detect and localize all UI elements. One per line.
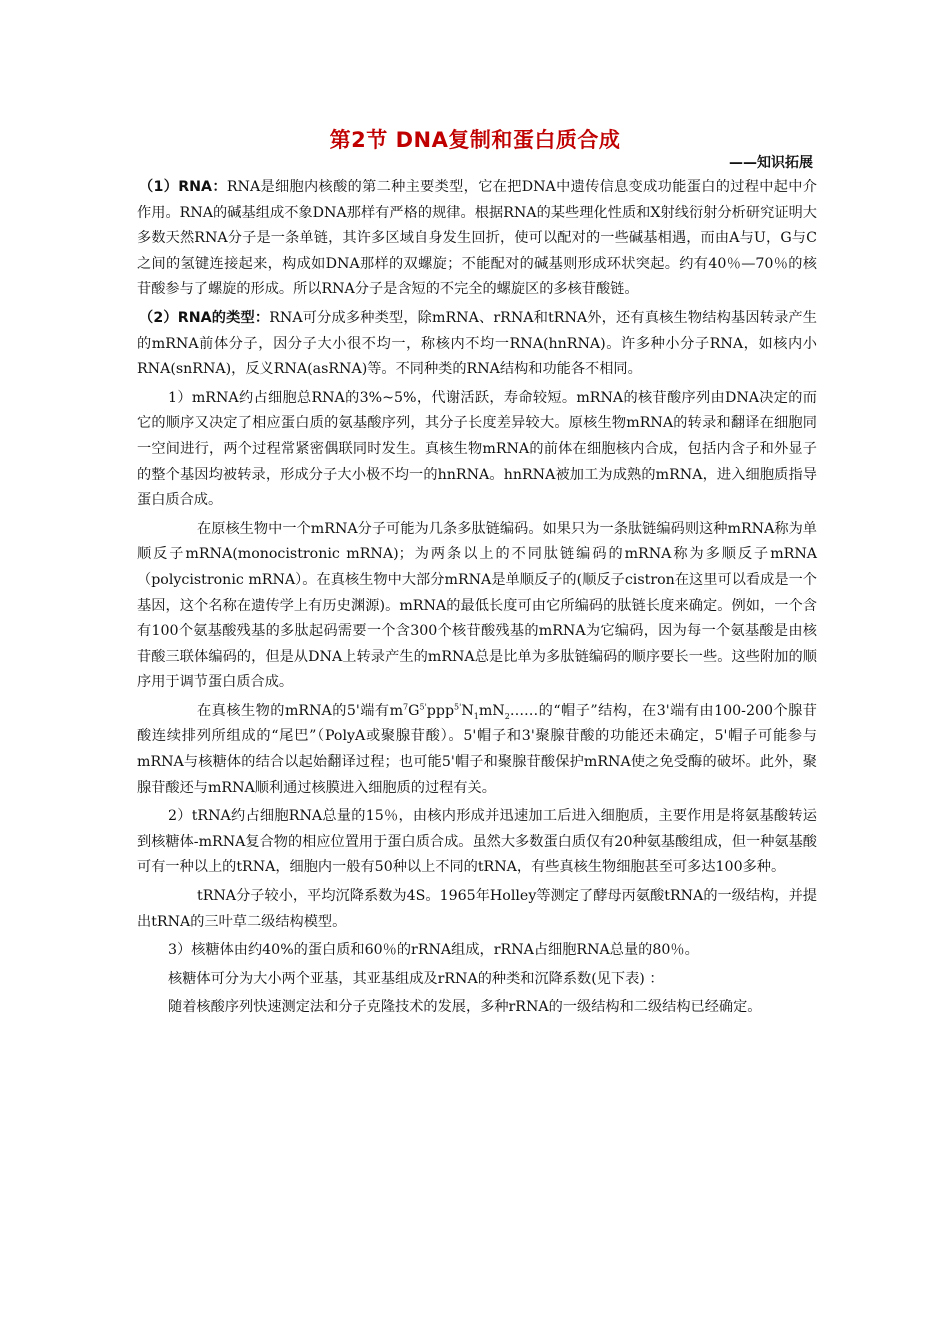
paragraph-trna-structure: tRNA分子较小，平均沉降系数为4S。1965年Holley等测定了酵母丙氨酸tRNA的一级结构，并提出tRNA的三叶草二级结构模型。 [137, 888, 817, 930]
paragraph-heading: （2）RNA的类型： [139, 309, 270, 326]
paragraph-rrna-structure: 随着核酸序列快速测定法和分子克隆技术的发展，多种rRNA的一级结构和二级结构已经确定。 [168, 999, 762, 1016]
page-title: 第2节 DNA复制和蛋白质合成 [329, 128, 621, 152]
paragraph-ribosome-subunits: 核糖体可分为大小两个亚基，其亚基组成及rRNA的种类和沉降系数(见下表) ： [168, 970, 664, 987]
superscript: 7 [403, 702, 409, 712]
paragraph-rna-types [137, 306, 817, 383]
text-run: G [408, 702, 420, 719]
paragraph-text: RNA可分成多种类型，除mRNA、rRNA和tRNA外，还有真核生物结构基因转录产生的mRNA前体分子，因分子大小很不均一，称核内不均一RNA(hnRNA)。许多种小分子RNA，如核内小RNA(snRNA)，反义RNA(asRNA)等。不同种类的RNA结构和功能各不相同。 [137, 309, 817, 378]
paragraph-mrna: 1）mRNA约占细胞总RNA的3%~5%，代谢活跃，寿命较短。mRNA的核苷酸序列由DNA决定的而它的顺序又决定了相应蛋白质的氨基酸序列，其分子长度差异较大。原核生物mRNA的转录和翻译在细胞同一空间进行，两个过程常紧密偶联同时发生。真核生物mRNA的前体在细胞核内合成，包括内含子和外显子的整个基因均被转录，形成分子大小极不均一的hnRNA。hnRNA被加工为成熟的mRNA，进入细胞质指导蛋白质合成。 [137, 389, 817, 509]
paragraph-ribosome: 3）核糖体由约40%的蛋白质和60％的rRNA组成，rRNA占细胞RNA总量的80％。 [168, 942, 699, 959]
text-run: N [461, 702, 474, 719]
document-body [137, 175, 817, 1021]
paragraph-text: RNA是细胞内核酸的第二种主要类型，它在把DNA中遗传信息变成功能蛋白的过程中起中介作用。RNA的碱基组成不象DNA那样有严格的规律。根据RNA的某些理化性质和X射线衍射分析研究证明大多数天然RNA分子是一条单链，其许多区域自身发生回折，使可以配对的一些碱基相遇，而由A与U，G与C之间的氢键连接起来，构成如DNA那样的双螺旋；不能配对的碱基则形成环状突起。约有40％—70％的核苷酸参与了螺旋的形成。所以RNA分子是含短的不完全的螺旋区的多核苷酸链。 [137, 179, 817, 298]
page-subtitle: ——知识拓展 [729, 155, 813, 171]
paragraph-mrna-cap [137, 699, 817, 801]
text-run: 在真核生物的mRNA的5'端有m [197, 702, 404, 719]
superscript: 5' [454, 702, 462, 712]
superscript: 5' [419, 702, 427, 712]
paragraph-heading: （1）RNA： [139, 179, 227, 195]
subscript: 2 [504, 711, 510, 721]
subscript: 1 [473, 711, 479, 721]
text-run: mN [478, 702, 505, 719]
paragraph-rna-intro [137, 175, 817, 303]
paragraph-mrna-cistron: 在原核生物中一个mRNA分子可能为几条多肽链编码。如果只为一条肽链编码则这种mRNA称为单顺反子mRNA(monocistronic mRNA)；为两条以上的不同肽链编码的mRNA称为多顺反子mRNA（polycistronic mRNA）。在真核生物中大部分mRNA是单顺反子的(顺反子cistron在这里可以看成是一个基因，这个名称在遗传学上有历史渊源)。mRNA的最低长度可由它所编码的肽链长度来确定。例如，一个含有100个氨基酸残基的多肽起码需要一个含300个核苷酸残基的mRNA为它编码，因为每一个氨基酸是由核苷酸三联体编码的，但是从DNA上转录产生的mRNA总是比单为多肽链编码的顺序要长一些。这些附加的顺序用于调节蛋白质合成。 [137, 520, 817, 691]
paragraph-trna: 2）tRNA约占细胞RNA总量的15％，由核内形成并迅速加工后进入细胞质，主要作用是将氨基酸转运到核糖体-mRNA复合物的相应位置用于蛋白质合成。虽然大多数蛋白质仅有20种氨基酸组成，但一种氨基酸可有一种以上的tRNA，细胞内一般有50种以上不同的tRNA，有些真核生物细胞甚至可多达100多种。 [137, 808, 817, 876]
text-run: ppp [426, 702, 455, 719]
text-run: ……的“帽子”结构，在3'端有由100-200个腺苷酸连续排列所组成的“尾巴”（PolyA或聚腺苷酸）。5'帽子和3'聚腺苷酸的功能还未确定，5'帽子可能参与mRNA与核糖体的结合以起始翻译过程；也可能5'帽子和聚腺苷酸保护mRNA使之免受酶的破坏。此外，聚腺苷酸还与mRNA顺利通过核膜进入细胞质的过程有关。 [137, 702, 817, 796]
